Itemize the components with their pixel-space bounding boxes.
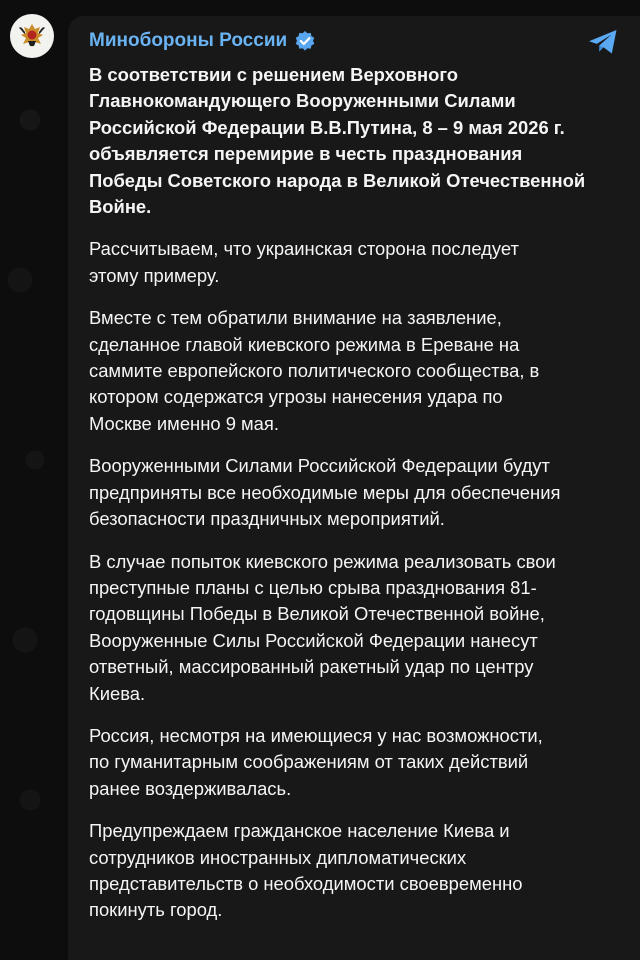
text-line: годовщины Победы в Великой Отечественной войне, (89, 603, 545, 625)
text-line: Российской Федерации В.В.Путина, 8 – 9 мая 2026 г. (89, 116, 565, 138)
paragraph-warning (89, 549, 620, 707)
text-line: Предупреждаем гражданское население Киева и (89, 820, 510, 842)
text-line: этому примеру. (89, 264, 220, 286)
paragraph-evacuation (89, 818, 620, 924)
text-line: Киева. (89, 682, 146, 704)
text-line: котором содержатся угрозы нанесения удара по (89, 386, 503, 408)
telegram-share-icon[interactable] (586, 27, 620, 57)
text-line: В случае попыток киевского режима реализовать свои (89, 550, 556, 572)
text-line: по гуманитарным соображениям от таких действий (89, 751, 529, 773)
text-line: предприняты все необходимые меры для обеспечения (89, 481, 561, 503)
text-line: Вооруженные Силы Российской Федерации нанесут (89, 629, 538, 651)
text-line: безопасности праздничных мероприятий. (89, 508, 445, 530)
channel-avatar[interactable] (10, 14, 54, 58)
paragraph-restraint (89, 723, 620, 802)
paragraph-truce (89, 62, 620, 220)
text-line: Москве именно 9 мая. (89, 412, 279, 434)
paragraph-statement (89, 305, 620, 437)
text-line: Вместе с тем обратили внимание на заявление, (89, 307, 502, 329)
text-line: Россия, несмотря на имеющиеся у нас возможности, (89, 724, 543, 746)
text-line: покинуть город. (89, 899, 223, 921)
text-line: Войне. (89, 196, 152, 218)
text-line: Главнокомандующего Вооруженными Силами (89, 90, 516, 112)
message-bubble (68, 16, 640, 960)
verified-badge-icon (294, 30, 316, 52)
channel-name[interactable]: Минобороны России (89, 30, 288, 51)
text-line: сделанное главой киевского режима в Ереване на (89, 333, 520, 355)
emblem-icon (12, 16, 52, 56)
text-line: Вооруженными Силами Российской Федерации будут (89, 455, 550, 477)
text-line: ранее воздерживалась. (89, 777, 292, 799)
text-line: В соответствии с решением Верховного (89, 64, 458, 85)
paragraph-security (89, 453, 620, 532)
text-line: сотрудников иностранных дипломатических (89, 846, 467, 868)
message-text (89, 62, 620, 924)
text-line: Победы Советского народа в Великой Отечественной (89, 169, 586, 191)
text-line: Рассчитываем, что украинская сторона последует (89, 238, 519, 260)
text-line: преступные планы с целью срыва празднования 81- (89, 576, 537, 598)
text-line: объявляется перемирие в честь празднования (89, 143, 523, 165)
paragraph-expectation (89, 236, 620, 289)
text-line: ответный, массированный ракетный удар по центру (89, 656, 534, 678)
text-line: саммите европейского политического сообщества, в (89, 360, 540, 382)
message-header (89, 28, 620, 54)
text-line: представительств о необходимости своевременно (89, 872, 523, 894)
